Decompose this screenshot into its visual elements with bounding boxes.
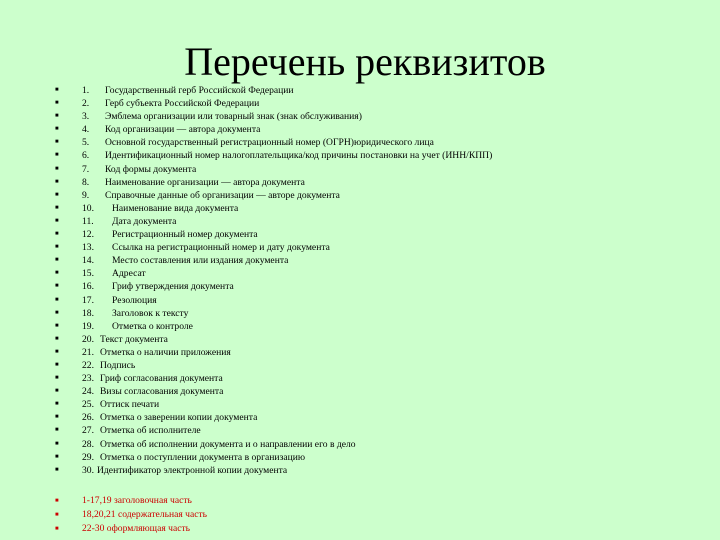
bullet-icon: ■ xyxy=(55,401,59,408)
item-text: Идентификационный номер налогоплательщика/код причины постановки на учет (ИНН/КПП) xyxy=(105,150,493,162)
bullet-icon: ■ xyxy=(55,100,59,107)
list-item xyxy=(55,346,695,359)
list-item xyxy=(55,424,695,437)
item-number: 30. xyxy=(82,464,94,476)
bullet-icon: ■ xyxy=(55,87,59,93)
bullet-icon: ■ xyxy=(55,427,59,434)
item-number: 5. xyxy=(82,137,90,149)
item-text: Наименование вида документа xyxy=(112,202,239,214)
requisites-list xyxy=(55,84,695,477)
item-number: 14. xyxy=(82,255,94,267)
item-number: 16. xyxy=(82,281,94,293)
bullet-icon: ■ xyxy=(55,512,59,518)
item-number: 22. xyxy=(82,359,94,371)
bullet-icon: ■ xyxy=(55,204,59,211)
bullet-icon: ■ xyxy=(55,217,59,224)
item-number: 21. xyxy=(82,346,94,358)
bullet-icon: ■ xyxy=(55,375,59,382)
item-text: Отметка о контроле xyxy=(112,320,193,332)
bullet-icon: ■ xyxy=(55,257,59,264)
list-item xyxy=(55,202,695,215)
item-number: 19. xyxy=(82,320,94,332)
item-number: 2. xyxy=(82,98,90,110)
item-text: Отметка об исполнении документа и о направлении его в дело xyxy=(100,438,356,450)
item-number: 7. xyxy=(82,163,90,175)
item-text: Код организации — автора документа xyxy=(105,124,261,136)
item-number: 1. xyxy=(82,85,90,96)
bullet-icon: ■ xyxy=(55,244,59,251)
item-number: 25. xyxy=(82,399,94,411)
list-item xyxy=(55,241,695,254)
list-item xyxy=(55,254,695,267)
bullet-icon: ■ xyxy=(55,152,59,159)
bullet-icon: ■ xyxy=(55,191,59,198)
item-text: Регистрационный номер документа xyxy=(112,229,258,241)
bullet-icon: ■ xyxy=(55,283,59,290)
bullet-icon: ■ xyxy=(55,388,59,395)
item-text: Отметка об исполнителе xyxy=(100,425,201,437)
list-item xyxy=(55,176,695,189)
bullet-icon: ■ xyxy=(55,126,59,133)
list-item xyxy=(55,464,695,477)
bullet-icon: ■ xyxy=(55,270,59,277)
list-item xyxy=(55,149,695,162)
bullet-icon: ■ xyxy=(55,348,59,355)
item-text: Отметка о заверении копии документа xyxy=(100,412,258,424)
list-item xyxy=(55,228,695,241)
item-text: Отметка о наличии приложения xyxy=(100,346,231,358)
item-text: Идентификатор электронной копии документа xyxy=(97,464,288,476)
list-item xyxy=(55,136,695,149)
list-item xyxy=(55,451,695,464)
list-item xyxy=(55,84,695,97)
bullet-icon: ■ xyxy=(55,113,59,120)
bullet-icon: ■ xyxy=(55,335,59,342)
list-item xyxy=(55,163,695,176)
list-item xyxy=(55,294,695,307)
item-text: Оттиск печати xyxy=(100,399,160,411)
list-item xyxy=(55,320,695,333)
item-number: 11. xyxy=(82,215,94,227)
list-item xyxy=(55,372,695,385)
list-item xyxy=(55,385,695,398)
item-text: Адресат xyxy=(112,268,146,280)
item-number: 18. xyxy=(82,307,94,319)
part-text: 22-30 оформляющая часть xyxy=(82,523,191,534)
list-item xyxy=(55,189,695,202)
item-number: 24. xyxy=(82,386,94,398)
list-item xyxy=(55,411,695,424)
item-text: Гриф утверждения документа xyxy=(112,281,234,293)
item-number: 27. xyxy=(82,425,94,437)
bullet-icon: ■ xyxy=(55,231,59,238)
bullet-icon: ■ xyxy=(55,526,59,532)
item-number: 20. xyxy=(82,333,94,345)
list-item xyxy=(55,123,695,136)
item-text: Эмблема организации или товарный знак (знак обслуживания) xyxy=(105,111,362,123)
bullet-icon: ■ xyxy=(55,165,59,172)
bullet-icon: ■ xyxy=(55,309,59,316)
item-number: 23. xyxy=(82,373,94,385)
item-text: Резолюция xyxy=(112,294,157,306)
item-text: Код формы документа xyxy=(105,163,197,175)
item-text: Отметка о поступлении документа в организацию xyxy=(100,451,306,463)
item-text: Визы согласования документа xyxy=(100,386,224,398)
bullet-icon: ■ xyxy=(55,440,59,447)
bullet-icon: ■ xyxy=(55,178,59,185)
list-item xyxy=(55,97,695,110)
bullet-icon: ■ xyxy=(55,466,59,473)
part-text: 1-17,19 заголовочная часть xyxy=(82,495,192,506)
item-text: Дата документа xyxy=(112,215,177,227)
item-number: 12. xyxy=(82,229,94,241)
item-number: 9. xyxy=(82,189,90,201)
list-item xyxy=(55,267,695,280)
item-text: Наименование организации — автора документа xyxy=(105,176,305,188)
list-item xyxy=(55,398,695,411)
item-text: Основной государственный регистрационный номер (ОГРН)юридического лица xyxy=(105,137,434,149)
bullet-icon: ■ xyxy=(55,322,59,329)
item-text: Гриф согласования документа xyxy=(100,373,223,385)
bullet-icon: ■ xyxy=(55,139,59,146)
page-title: Перечень реквизитов xyxy=(184,39,546,84)
item-number: 13. xyxy=(82,242,94,254)
bullet-icon: ■ xyxy=(55,498,59,504)
bullet-icon: ■ xyxy=(55,414,59,421)
item-text: Место составления или издания документа xyxy=(112,255,289,267)
part-text: 18,20,21 содержательная часть xyxy=(82,509,208,520)
bullet-icon: ■ xyxy=(55,453,59,460)
item-number: 6. xyxy=(82,150,90,162)
item-text: Заголовок к тексту xyxy=(112,307,189,319)
list-item xyxy=(55,438,695,451)
list-item xyxy=(55,359,695,372)
bullet-icon: ■ xyxy=(55,361,59,368)
item-number: 26. xyxy=(82,412,94,424)
item-text: Справочные данные об организации — авторе документа xyxy=(105,189,340,201)
list-item xyxy=(55,307,695,320)
item-number: 8. xyxy=(82,176,90,188)
item-number: 15. xyxy=(82,268,94,280)
item-number: 17. xyxy=(82,294,94,306)
bullet-icon: ■ xyxy=(55,296,59,303)
list-item xyxy=(55,110,695,123)
item-text: Ссылка на регистрационный номер и дату документа xyxy=(112,242,330,254)
list-item xyxy=(55,215,695,228)
item-number: 28. xyxy=(82,438,94,450)
item-number: 4. xyxy=(82,124,90,136)
item-text: Подпись xyxy=(100,359,136,371)
item-number: 3. xyxy=(82,111,90,123)
list-item xyxy=(55,333,695,346)
item-text: Герб субъекта Российской Федерации xyxy=(105,98,260,110)
item-number: 10. xyxy=(82,202,94,214)
item-number: 29. xyxy=(82,451,94,463)
list-item xyxy=(55,280,695,293)
item-text: Государственный герб Российской Федерации xyxy=(105,85,294,96)
item-text: Текст документа xyxy=(100,333,168,345)
